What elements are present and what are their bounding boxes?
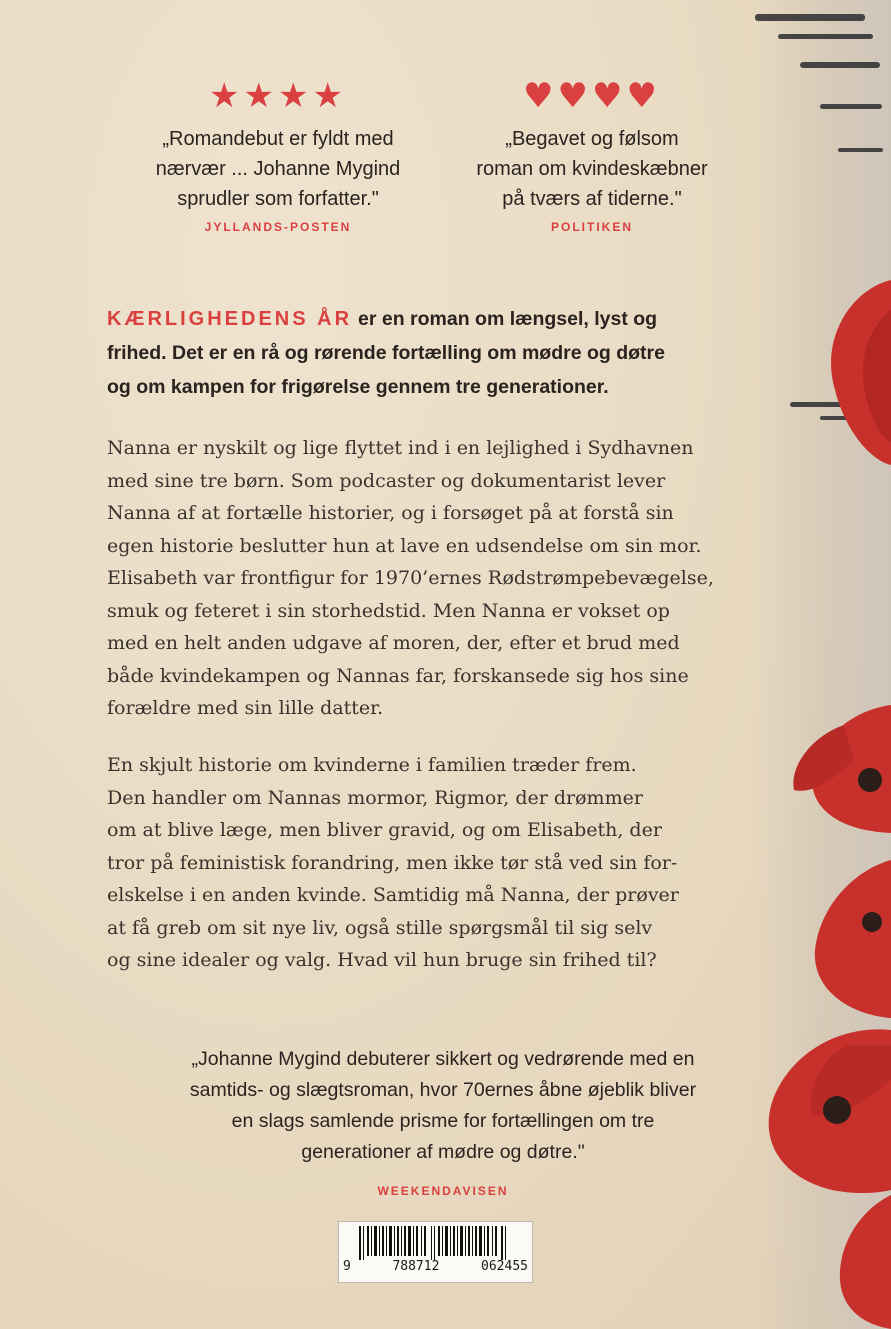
quote-line: „Johanne Mygind debuterer sikkert og vedrørende med en (191, 1048, 695, 1070)
poppy-flower-illustration (800, 860, 891, 1020)
synopsis-paragraph-2 (107, 749, 807, 977)
brush-stroke (820, 104, 882, 109)
text-line: og sine idealer og valg. Hvad vil hun bruge sin frihed til? (107, 949, 657, 971)
quote-line: „Romandebut er fyldt med (162, 128, 394, 150)
lead-line-text: er en roman om længsel, lyst og (358, 308, 658, 330)
text-line: En skjult historie om kvinderne i familien træder frem. (107, 754, 637, 776)
barcode-bars (359, 1226, 512, 1260)
quote-line: generationer af mødre og døtre." (301, 1141, 585, 1163)
review-politiken (432, 78, 752, 234)
brush-stroke (838, 148, 883, 152)
book-title: KÆRLIGHEDENS ÅR (107, 308, 353, 330)
brush-stroke (755, 14, 865, 21)
quote-line: sprudler som forfatter." (177, 188, 379, 210)
lead-line: frihed. Det er en rå og rørende fortælling om mødre og døtre (107, 342, 665, 364)
lead-line: og om kampen for frigørelse gennem tre generationer. (107, 376, 609, 398)
text-line: Nanna af at fortælle historier, og i forsøget på at forstå sin (107, 502, 674, 524)
quote-line: roman om kvindeskæbner (476, 158, 708, 180)
quote-line: på tværs af tiderne." (502, 188, 682, 210)
text-line: med sine tre børn. Som podcaster og dokumentarist lever (107, 469, 666, 492)
brush-stroke (800, 62, 880, 68)
text-line: med en helt anden udgave af moren, der, efter et brud med (107, 632, 680, 654)
text-line: elskelse i en anden kvinde. Samtidig må Nanna, der prøver (107, 884, 679, 906)
review-weekendavisen (108, 1044, 778, 1207)
text-line: egen historie beslutter hun at lave en udsendelse om sin mor. (107, 534, 702, 557)
text-line: Den handler om Nannas mormor, Rigmor, der drømmer (107, 786, 643, 809)
review-source: JYLLANDS-POSTEN (204, 220, 352, 234)
text-line: Nanna er nyskilt og lige flyttet ind i en lejlighed i Sydhavnen (107, 437, 694, 459)
barcode-lead-digit: 9 (343, 1259, 351, 1274)
star-rating-icons: ★★★★ (209, 76, 347, 116)
text-line: Elisabeth var frontfigur for 1970’ernes Rødstrømpebevægelse, (107, 567, 714, 589)
review-quote (118, 124, 438, 214)
text-line: om at blive læge, men bliver gravid, og om Elisabeth, der (107, 819, 662, 841)
barcode-digits (343, 1259, 528, 1274)
synopsis-paragraph-1 (107, 432, 807, 725)
barcode-group-2: 062455 (481, 1259, 528, 1274)
lead-blurb (107, 302, 747, 404)
text-line: smuk og feteret i sin storhedstid. Men Nanna er vokset op (107, 599, 670, 622)
quote-line: „Begavet og følsom (505, 128, 679, 150)
lead-line (107, 302, 747, 336)
poppy-flower-illustration (810, 270, 891, 470)
text-line: at få greb om sit nye liv, også stille spørgsmål til sig selv (107, 916, 653, 939)
text-line: både kvindekampen og Nannas far, forskansede sig hos sine (107, 664, 689, 687)
text-line: tror på feministisk forandring, men ikke tør stå ved sin for- (107, 851, 678, 874)
quote-line: samtids- og slægtsroman, hvor 70ernes åbne øjeblik bliver (189, 1079, 697, 1101)
review-source: WEEKENDAVISEN (377, 1184, 509, 1198)
quote-line: nærvær ... Johanne Mygind (155, 158, 401, 180)
review-jyllands-posten (118, 78, 438, 234)
isbn-barcode (338, 1221, 533, 1283)
heart-rating-icons: ♥♥♥♥ (523, 76, 661, 116)
barcode-group-1: 788712 (392, 1259, 440, 1274)
poppy-flower-illustration (830, 1195, 891, 1329)
review-source: POLITIKEN (550, 220, 633, 234)
review-quote (432, 124, 752, 214)
brush-stroke (778, 34, 873, 39)
quote-line: en slags samlende prisme for fortællingen om tre (231, 1110, 655, 1132)
text-line: forældre med sin lille datter. (107, 697, 384, 719)
